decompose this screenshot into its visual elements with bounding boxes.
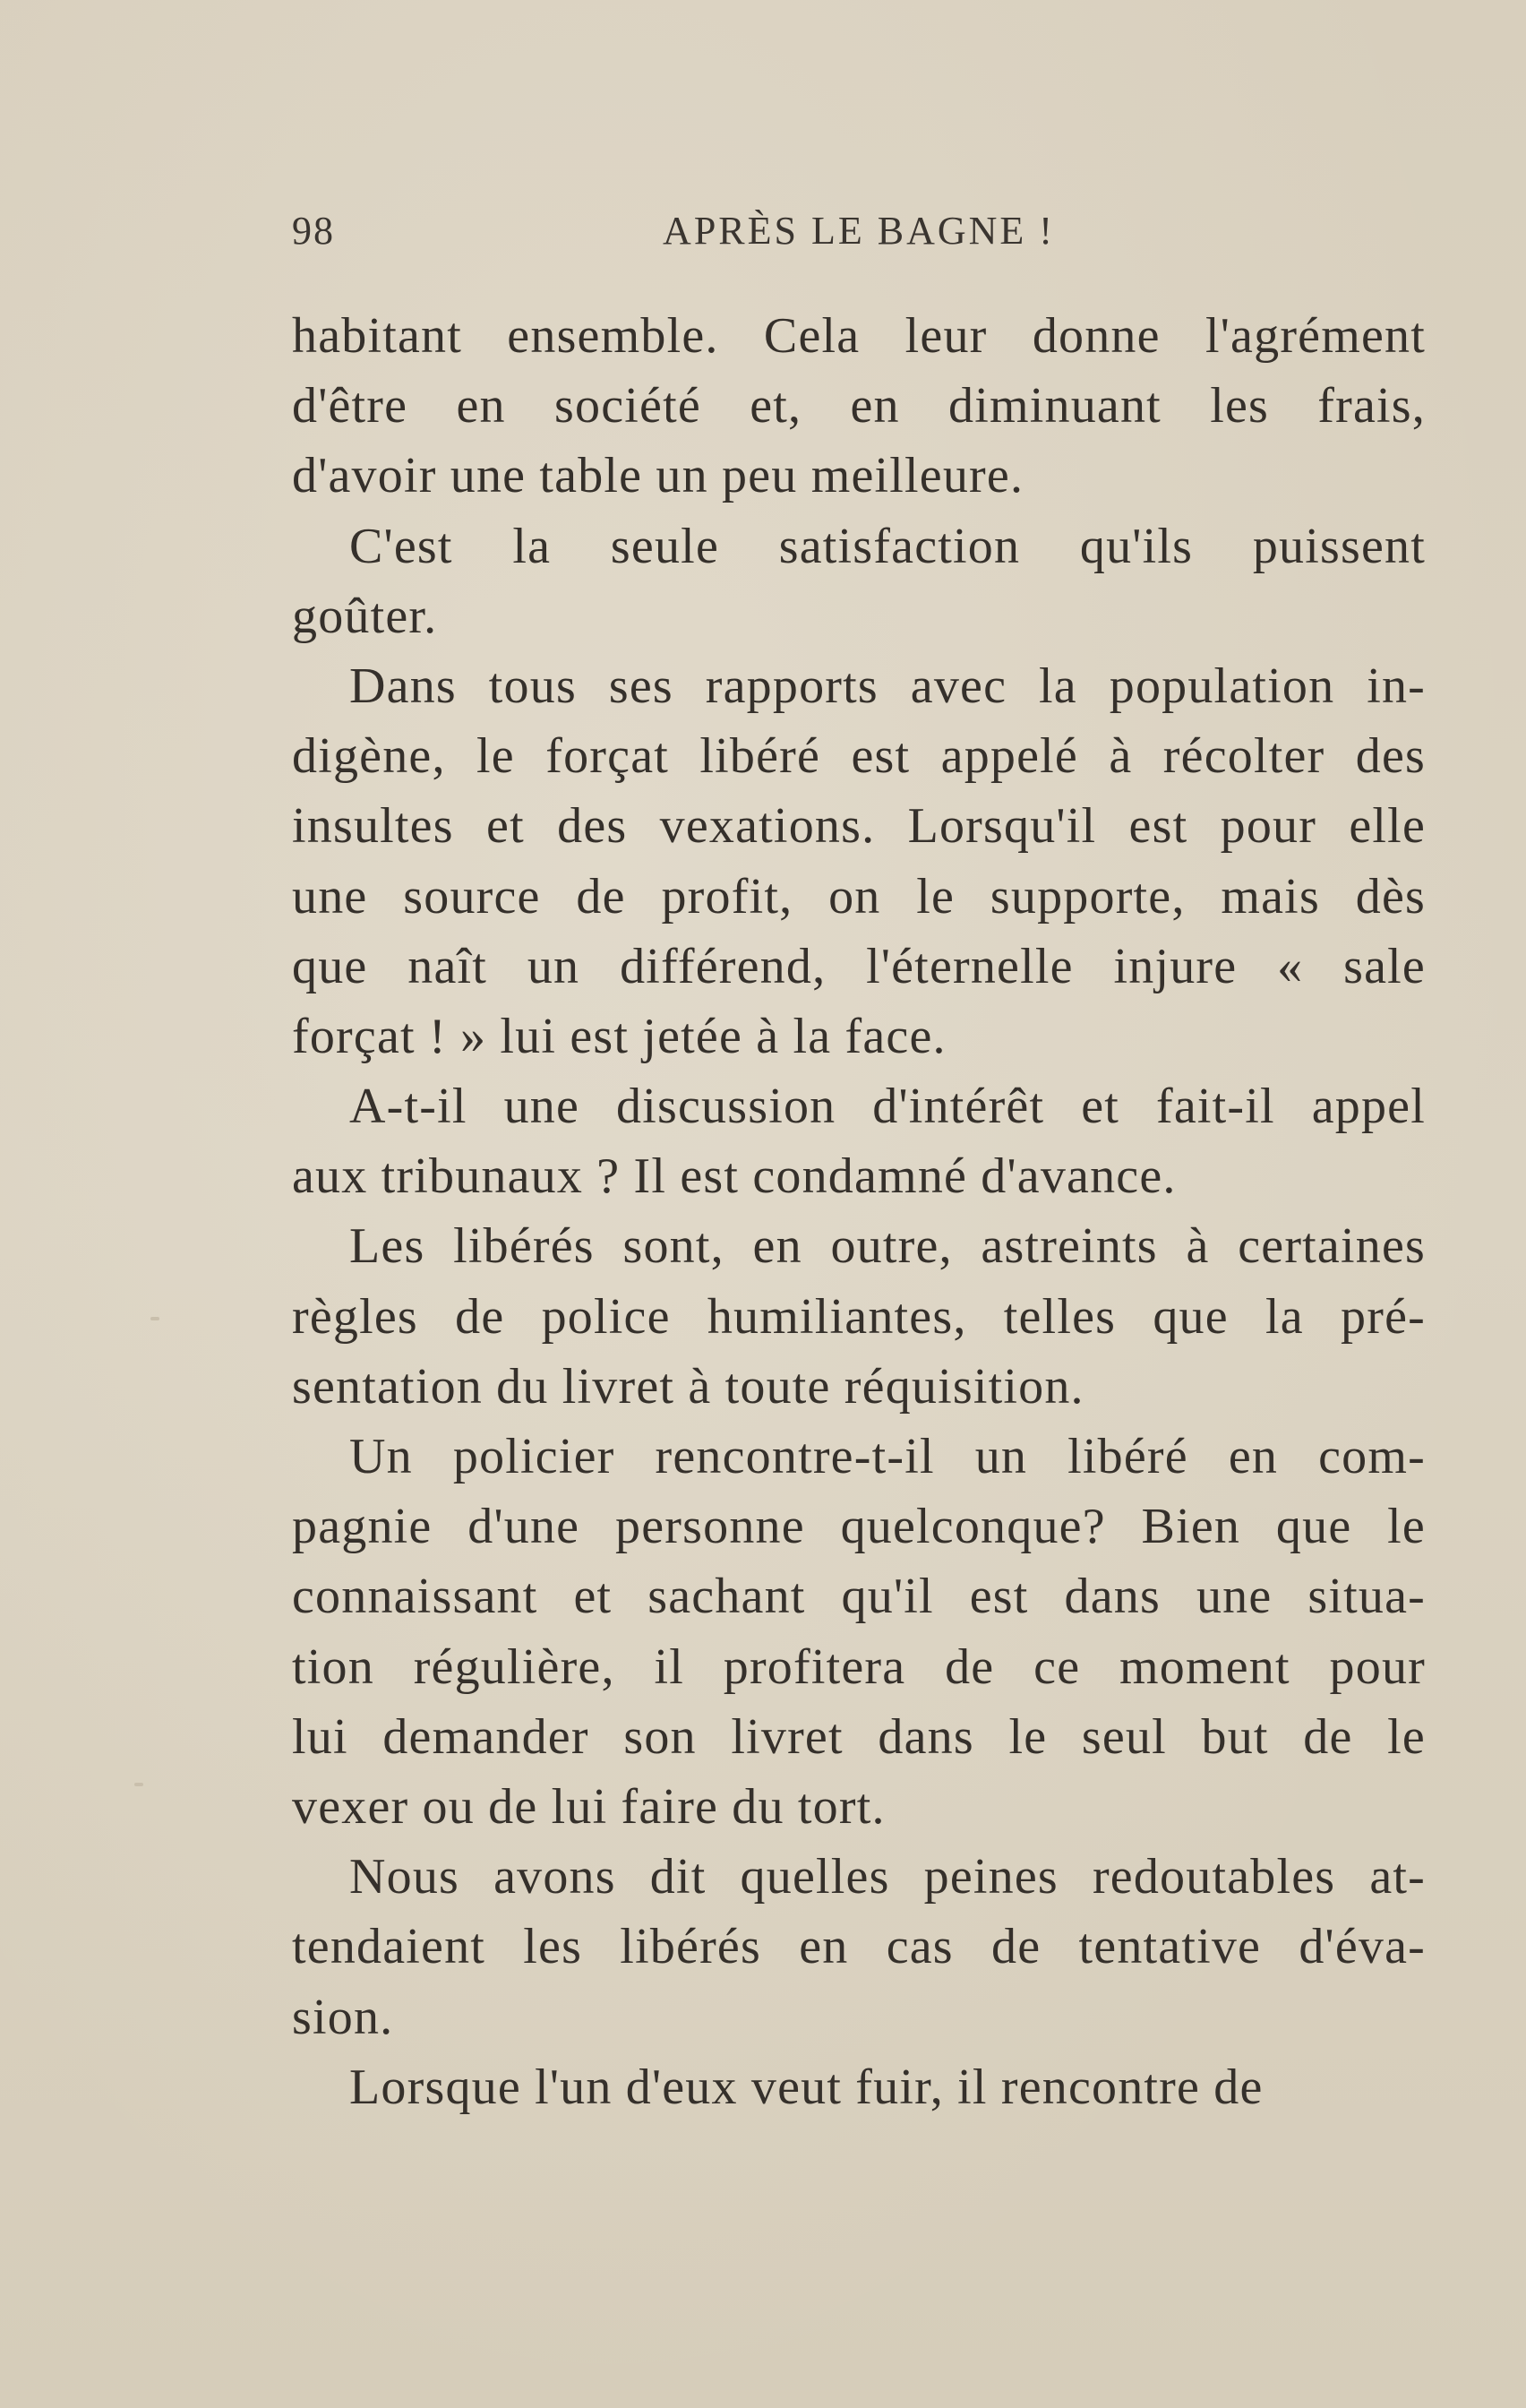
running-title: APRÈS LE BAGNE !	[663, 209, 1055, 253]
text-line: pagnie d'une personne quelconque? Bien que le	[292, 1499, 1426, 1555]
text-line: lui demander son livret dans le seul but de le	[292, 1708, 1426, 1765]
text-line: Les libérés sont, en outre, astreints à certaines	[349, 1218, 1426, 1275]
body-text	[292, 301, 1426, 2122]
paragraph	[292, 301, 1426, 512]
text-line: Un policier rencontre-t-il un libéré en com-	[349, 1429, 1426, 1484]
text-line: digène, le forçat libéré est appelé à récolter des	[292, 728, 1426, 785]
text-line: règles de police humiliantes, telles que la pré-	[292, 1288, 1426, 1345]
page-header	[292, 208, 1426, 262]
paper-speck	[134, 1783, 143, 1786]
text-line: Nous avons dit quelles peines redoutables at-	[349, 1849, 1426, 1905]
paragraph	[292, 1071, 1426, 1211]
text-line: aux tribunaux ? Il est condamné d'avance.	[292, 1148, 1177, 1205]
paper-speck	[150, 1317, 159, 1320]
text-line: vexer ou de lui faire du tort.	[292, 1778, 886, 1835]
text-line: sentation du livret à toute réquisition.	[292, 1358, 1084, 1415]
paragraph	[292, 2052, 1426, 2122]
text-line: connaissant et sachant qu'il est dans une situa-	[292, 1569, 1426, 1625]
text-line: que naît un différend, l'éternelle injure « sale	[292, 938, 1426, 994]
text-line: habitant ensemble. Cela leur donne l'agrément	[292, 308, 1426, 364]
text-line: Lorsque l'un d'eux veut fuir, il rencontre de	[349, 2059, 1264, 2115]
text-line: forçat ! » lui est jetée à la face.	[292, 1008, 947, 1064]
text-line: goûter.	[292, 588, 438, 644]
text-line: tendaient les libérés en cas de tentative d'éva-	[292, 1919, 1426, 1975]
text-line: Dans tous ses rapports avec la population in-	[349, 658, 1426, 714]
paragraph	[292, 1211, 1426, 1422]
text-line: d'avoir une table un peu meilleure.	[292, 448, 1024, 504]
paragraph	[292, 651, 1426, 1071]
text-line: sion.	[292, 1989, 394, 2045]
text-line: tion régulière, il profitera de ce moment pour	[292, 1638, 1426, 1695]
text-line: d'être en société et, en diminuant les frais,	[292, 378, 1426, 434]
text-line: C'est la seule satisfaction qu'ils puissent	[349, 518, 1426, 574]
text-line: insultes et des vexations. Lorsqu'il est pour elle	[292, 798, 1426, 855]
paragraph	[292, 512, 1426, 651]
page-number: 98	[292, 209, 335, 253]
paragraph	[292, 1842, 1426, 2052]
paragraph	[292, 1422, 1426, 1842]
text-line: une source de profit, on le supporte, mais dès	[292, 868, 1426, 924]
text-line: A-t-il une discussion d'intérêt et fait-il appel	[349, 1079, 1426, 1135]
